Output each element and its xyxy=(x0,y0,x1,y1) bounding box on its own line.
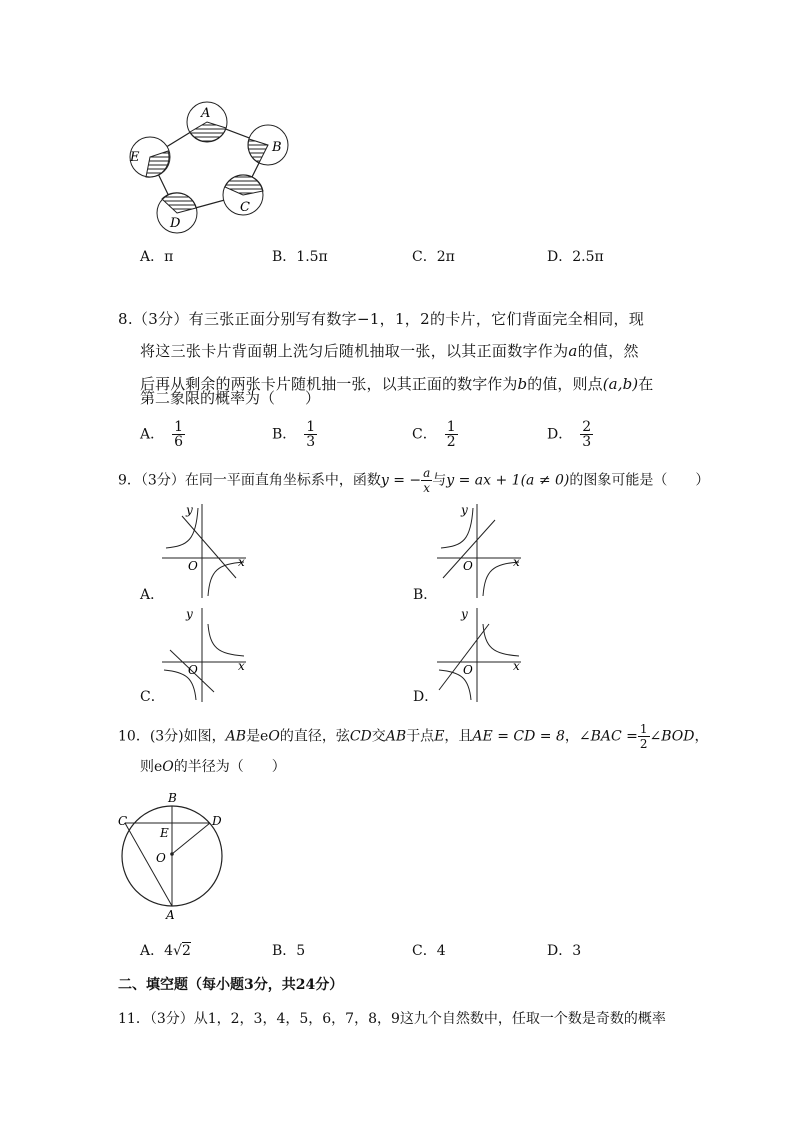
q8-option-a[interactable]: A． $\frac{1}{6}$ xyxy=(140,419,184,450)
q9-option-b[interactable]: B． xyxy=(413,587,438,603)
q10-option-d[interactable]: D．3 xyxy=(547,943,582,959)
q9d-origin-label: O xyxy=(463,663,473,677)
q9-graph-b xyxy=(435,500,525,600)
q7-option-c[interactable]: C．2π xyxy=(412,249,455,265)
q9b-origin-label: O xyxy=(463,559,473,573)
q7-label-b: B xyxy=(272,140,282,155)
q10-option-b[interactable]: B．5 xyxy=(272,943,306,959)
q9b-hyperbola-1 xyxy=(441,508,473,548)
q10-label-b: B xyxy=(168,791,177,805)
q7-label-e: E xyxy=(130,150,140,165)
q8-line4: 第二象限的概率为（ ） xyxy=(140,389,321,407)
section-2-heading: 二、填空题（每小题3分，共24分） xyxy=(118,977,344,993)
q8-line3: 后再从剩余的两张卡片随机抽一张，以其正面的数字作为b的值，则点(a,b)在 xyxy=(140,375,654,393)
q9-option-a[interactable]: A． xyxy=(140,587,165,603)
q8-option-d[interactable]: D． $\frac{2}{3}$ xyxy=(547,419,592,450)
q11-stem: 11．（3分）从1，2，3，4，5，6，7，8，9这九个自然数中，任取一个数是奇数的概率 xyxy=(118,1011,666,1027)
q10-option-c[interactable]: C．4 xyxy=(412,943,446,959)
q9-graph-d xyxy=(435,604,525,704)
q7-option-a[interactable]: A．π xyxy=(140,249,174,265)
q9d-hyperbola-1 xyxy=(483,624,519,656)
q7-label-d: D xyxy=(170,216,181,231)
q9b-y-label: y xyxy=(461,503,468,517)
q10-option-a[interactable]: A．4√2 xyxy=(140,943,191,959)
q9-option-d[interactable]: D． xyxy=(413,689,439,705)
q10-label-a: A xyxy=(166,908,175,922)
q9a-origin-label: O xyxy=(188,559,198,573)
q10-stem-line1: 10．(3分)如图，AB是eO的直径，弦CD交AB于点E，且AE = CD = 8，∠BAC = $\frac{1}{2}$ ∠BOD， xyxy=(118,722,709,751)
q7-label-a: A xyxy=(201,106,211,121)
q9c-x-label: x xyxy=(238,659,245,673)
q8-option-c[interactable]: C． $\frac{1}{2}$ xyxy=(412,419,456,450)
q9a-y-label: y xyxy=(186,503,193,517)
q9c-y-label: y xyxy=(186,607,193,621)
q10-stem-line2: 则eO的半径为（ ） xyxy=(140,759,286,775)
q9b-x-label: x xyxy=(513,555,520,569)
q10-figure xyxy=(110,788,240,923)
q8-line2: 将这三张卡片背面朝上洗匀后随机抽取一张，以其正面数字作为a的值，然 xyxy=(140,342,639,360)
q8-option-b[interactable]: B． $\frac{1}{3}$ xyxy=(272,419,316,450)
q9d-x-label: x xyxy=(513,659,520,673)
q9-option-c[interactable]: C． xyxy=(140,689,165,705)
q9-graph-c xyxy=(160,604,250,704)
q7-option-b[interactable]: B．1.5π xyxy=(272,249,328,265)
q10-label-e: E xyxy=(160,826,169,840)
q7-label-c: C xyxy=(240,200,250,215)
sqrt-icon: √ xyxy=(173,943,182,959)
q9c-origin-label: O xyxy=(188,663,198,677)
q9d-line xyxy=(439,624,489,690)
q8-line1: 8.（3分）有三张正面分别写有数字−1，1，2的卡片，它们背面完全相同，现 xyxy=(118,310,645,328)
q9a-hyperbola-1 xyxy=(166,508,198,548)
q10-center-dot xyxy=(170,852,174,856)
q9d-y-label: y xyxy=(461,607,468,621)
q7-figure xyxy=(110,95,310,240)
q9-stem: 9．（3分）在同一平面直角坐标系中，函数y = − $\frac{a}{x}$ 与y = ax + 1(a ≠ 0)的图象可能是（ ） xyxy=(118,466,710,495)
q9-graph-a xyxy=(160,500,250,600)
q10-label-d: D xyxy=(212,814,222,828)
q10-label-o: O xyxy=(156,851,166,865)
q7-option-d[interactable]: D．2.5π xyxy=(547,249,604,265)
q10-segment-od xyxy=(172,823,210,854)
q10-label-c: C xyxy=(118,814,128,828)
q9a-x-label: x xyxy=(238,555,245,569)
q9c-hyperbola-1 xyxy=(208,624,244,656)
